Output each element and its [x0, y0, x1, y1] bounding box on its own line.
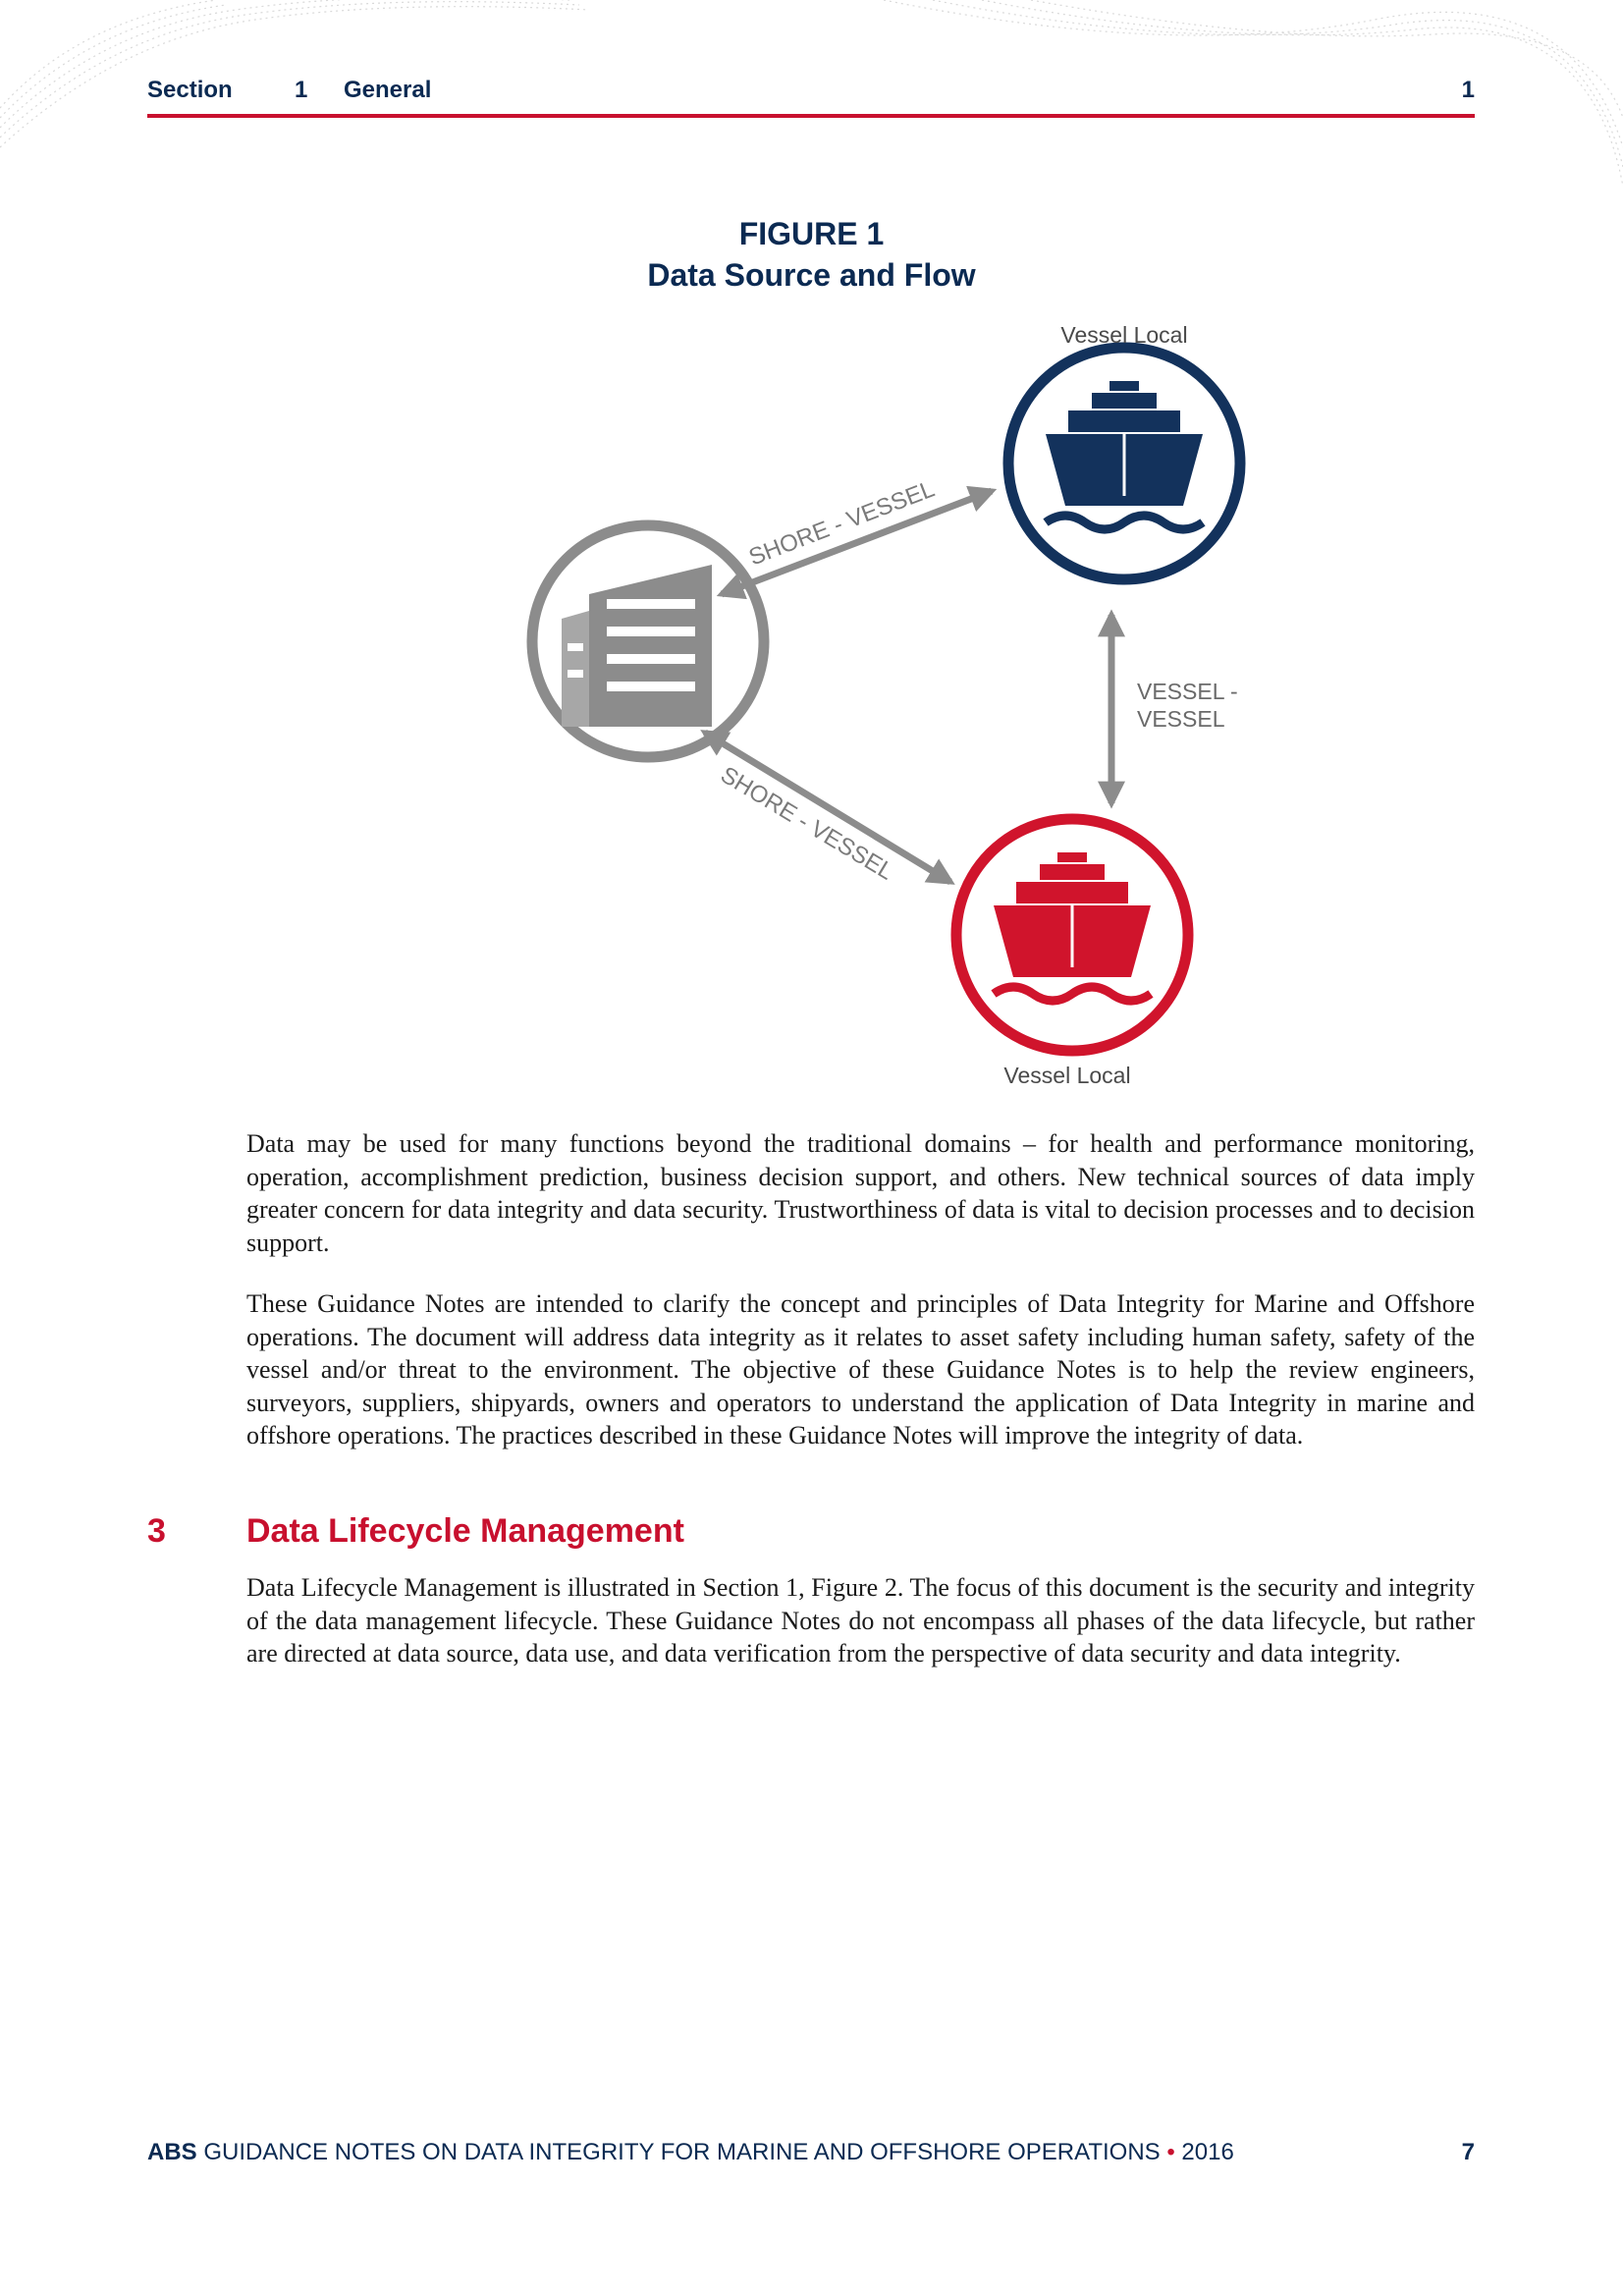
vessel-local-bottom-ship-icon: [956, 819, 1188, 1051]
header-section-label: Section: [147, 77, 233, 103]
footer-page-number: 7: [1461, 2139, 1475, 2165]
footer-brand: ABS: [147, 2139, 197, 2165]
header-section-number: 1: [295, 77, 308, 103]
paragraph-lifecycle: Data Lifecycle Management is illustrated in Section 1, Figure 2. The focus of this document is the security and integrity of the data management lifecycle. These Guidance Notes do not encompass all phases of the data lifecycle, but rather are directed at data source, data use, and data verification from the perspective of data security and data integrity.: [246, 1573, 1475, 1667]
shore-building-icon: [532, 525, 764, 757]
footer-title: GUIDANCE NOTES ON DATA INTEGRITY FOR MARINE AND OFFSHORE OPERATIONS: [203, 2139, 1161, 2165]
upper-shore-vessel-label: SHORE - VESSEL: [745, 475, 939, 572]
page-footer: [147, 2139, 1475, 2166]
top-vessel-local-label: Vessel Local: [1060, 322, 1188, 348]
figure-title: Data Source and Flow: [647, 257, 976, 293]
data-flow-diagram: [452, 314, 1257, 1100]
page-header: [147, 75, 1475, 118]
lower-shore-vessel-arrow: [705, 733, 950, 882]
vessel-vessel-label-line2: VESSEL: [1137, 706, 1225, 732]
header-section-name: General: [344, 77, 432, 103]
paragraph-data-uses: Data may be used for many functions beyond the traditional domains – for health and performance monitoring, operation, accomplishment prediction, business decision support, and others. New technical sources of data imply greater concern for data integrity and data security. Trustworthiness of data is vital to decision processes and to decision support.: [246, 1129, 1475, 1257]
figure-number: FIGURE 1: [738, 216, 885, 251]
bottom-vessel-local-label: Vessel Local: [1003, 1063, 1131, 1088]
footer-separator: •: [1166, 2139, 1175, 2165]
footer-year: 2016: [1181, 2139, 1234, 2165]
paragraph-guidance-notes: These Guidance Notes are intended to clarify the concept and principles of Data Integrity for Marine and Offshore operations. The document will address data integrity as it relates to asset safety including human safety, safety of the vessel and/or threat to the environment. The objective of these Guidance Notes is to help the review engineers, surveyors, suppliers, shipyards, owners and operators to understand the application of Data Integrity in marine and offshore operations. The practices described in these Guidance Notes will improve the integrity of data.: [246, 1289, 1475, 1449]
header-subsection-number: 1: [1461, 77, 1475, 103]
section-3-number: 3: [147, 1512, 166, 1550]
vessel-local-top-ship-icon: [1008, 348, 1240, 579]
lower-shore-vessel-label: SHORE - VESSEL: [716, 761, 898, 886]
vessel-vessel-label-line1: VESSEL -: [1137, 679, 1238, 704]
section-3-title: Data Lifecycle Management: [246, 1512, 684, 1550]
